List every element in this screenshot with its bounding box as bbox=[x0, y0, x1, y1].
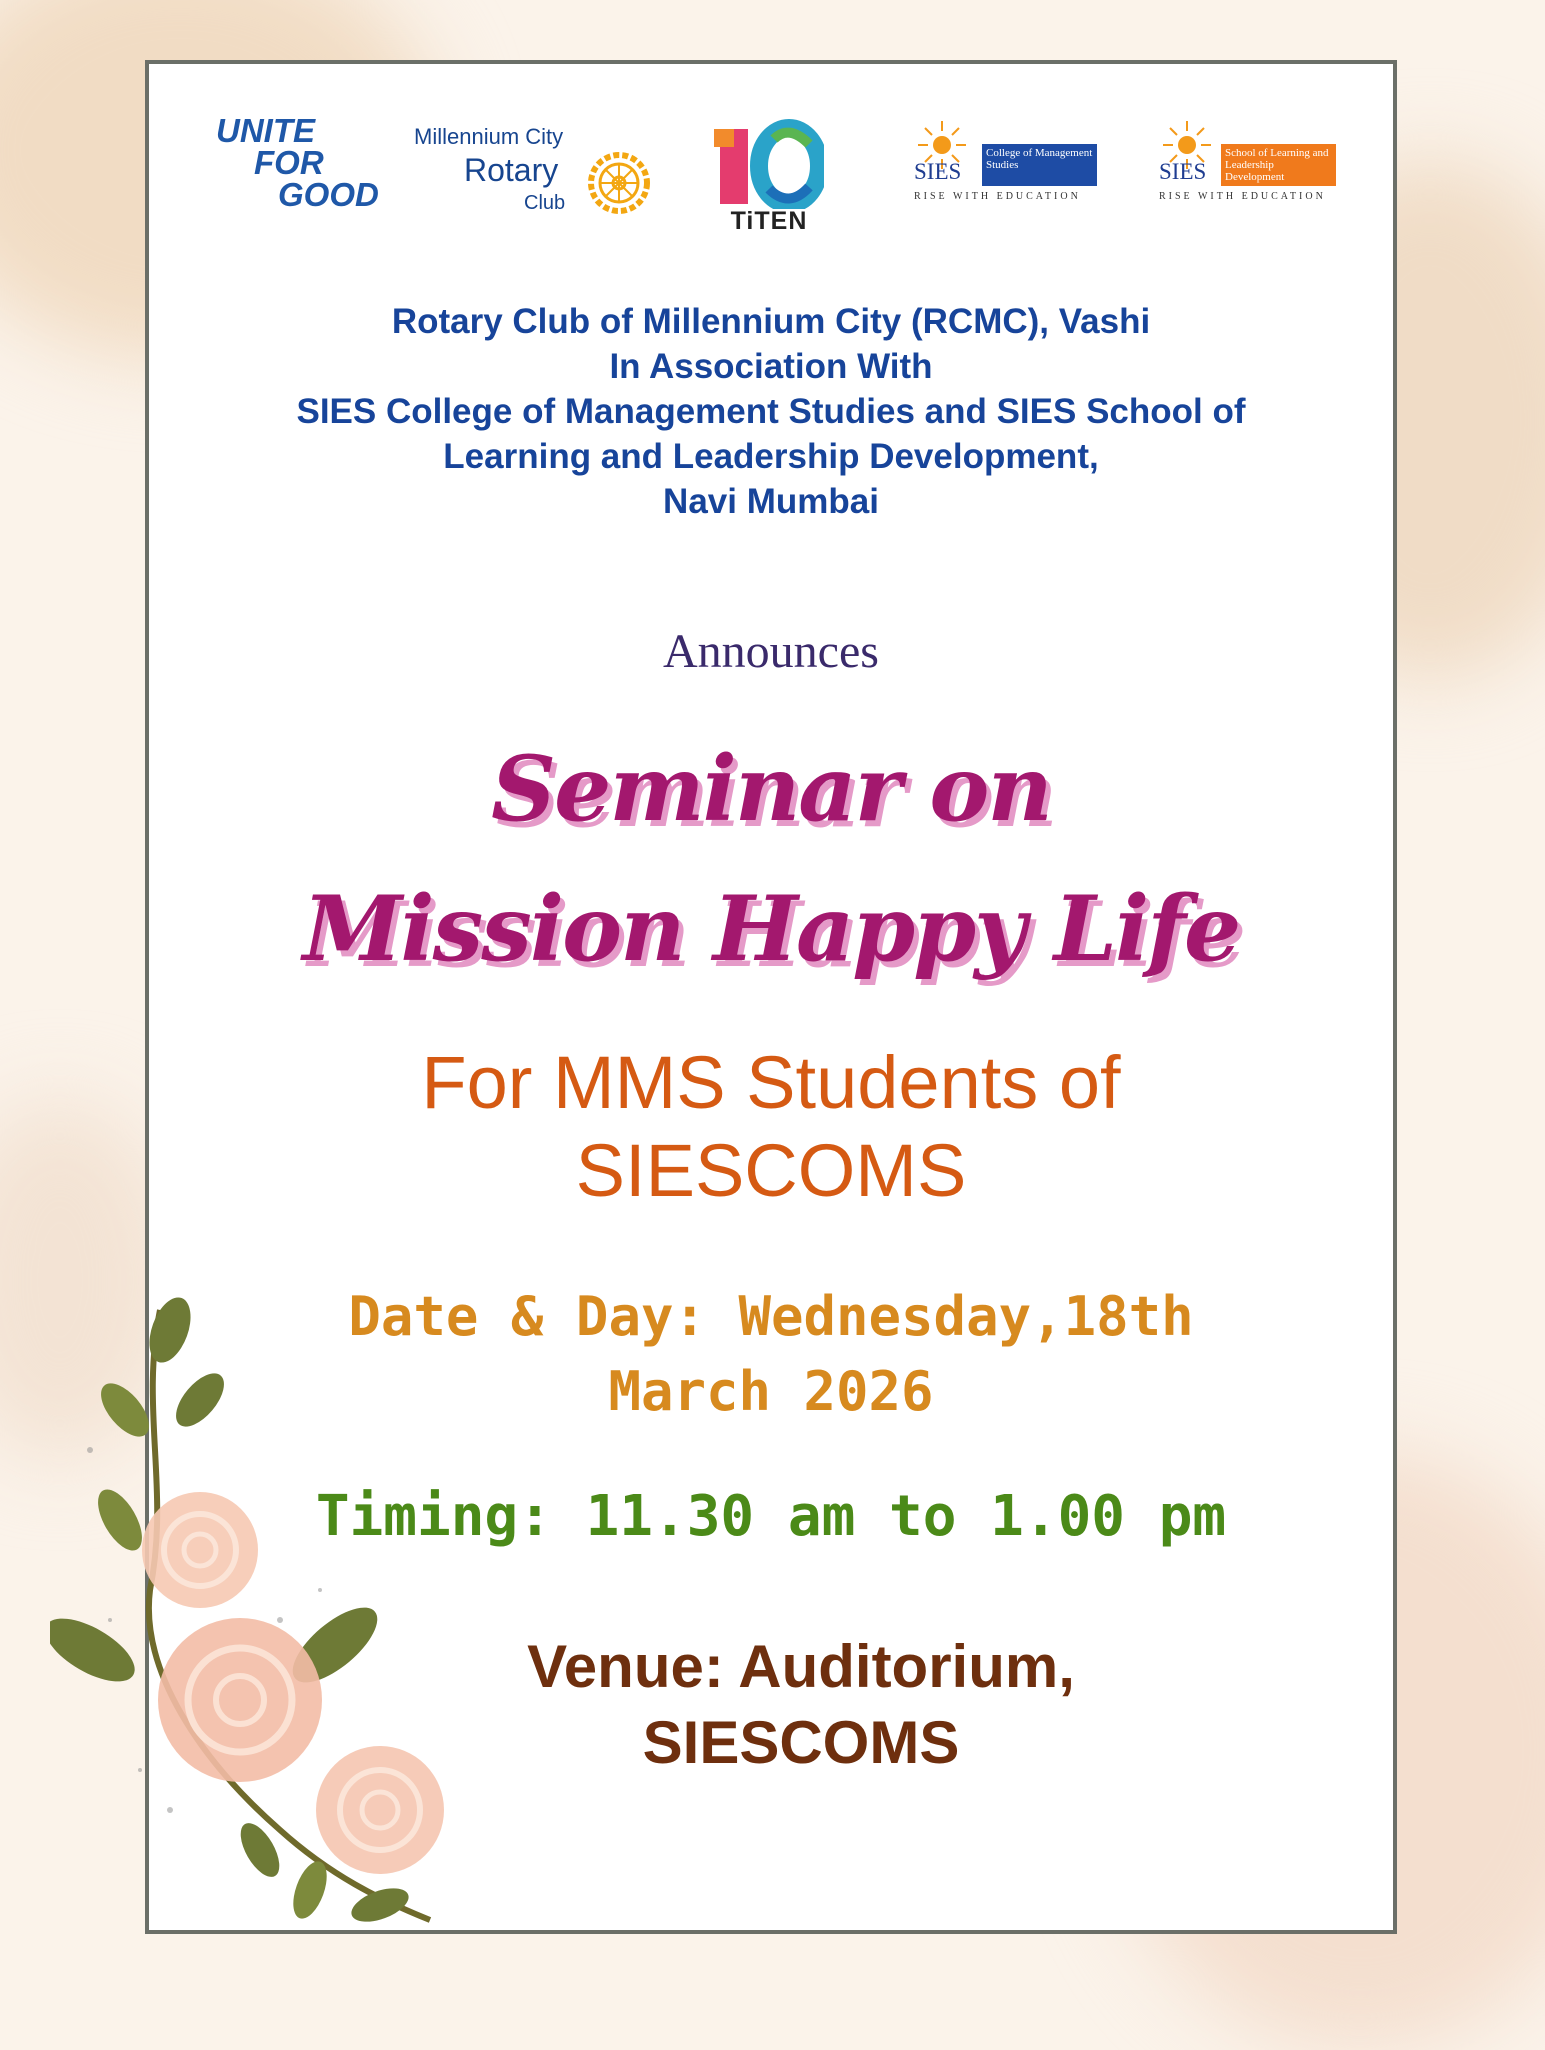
organizer-line: Rotary Club of Millennium City (RCMC), Vashi bbox=[391, 302, 1151, 341]
titen-logo bbox=[714, 119, 824, 239]
audience-text bbox=[149, 1039, 1393, 1215]
sies-slld-logo bbox=[1159, 119, 1344, 209]
unite-for-good-logo bbox=[204, 109, 379, 219]
rotary-line3: Club bbox=[524, 192, 566, 214]
sies-tagline: RISE WITH EDUCATION bbox=[1159, 191, 1326, 202]
rotary-line2: Rotary bbox=[464, 152, 559, 188]
organizer-line: In Association With bbox=[609, 347, 933, 386]
ten-numeral-icon bbox=[714, 119, 824, 209]
logo-text: FOR bbox=[254, 144, 324, 181]
logo-text: UNITE bbox=[216, 112, 315, 149]
sies-cms-box: College of Management Studies bbox=[982, 144, 1097, 186]
audience-line: SIESCOMS bbox=[575, 1129, 967, 1212]
organizer-line: SIES College of Management Studies and SIES School of bbox=[296, 392, 1246, 431]
flower-decoration-icon bbox=[50, 1290, 530, 1930]
date-line: March 2026 bbox=[608, 1360, 934, 1423]
sies-slld-box: School of Learning and Leadership Development bbox=[1221, 144, 1336, 186]
venue-line: SIESCOMS bbox=[642, 1709, 960, 1776]
organizer-line: Learning and Leadership Development, bbox=[443, 437, 1099, 476]
rotary-club-logo bbox=[414, 124, 674, 224]
venue-line: Venue: Auditorium, bbox=[527, 1633, 1075, 1700]
audience-line: For MMS Students of bbox=[421, 1041, 1121, 1124]
sies-name: SIES bbox=[914, 159, 962, 184]
titen-word: TiTEN bbox=[730, 207, 808, 235]
logo-text: GOOD bbox=[278, 176, 379, 213]
seminar-title bbox=[149, 719, 1393, 999]
announces-text: Announces bbox=[663, 625, 879, 678]
sies-name: SIES bbox=[1159, 159, 1207, 184]
rotary-line1: Millennium City bbox=[414, 124, 564, 149]
logo-strip bbox=[149, 64, 1393, 264]
sies-cms-logo bbox=[914, 119, 1099, 209]
organizers-block bbox=[149, 299, 1393, 524]
rotary-wheel-icon bbox=[584, 148, 654, 218]
date-line: Date & Day: Wednesday,18th bbox=[348, 1285, 1194, 1348]
timing-text: Timing: 11.30 am to 1.00 pm bbox=[315, 1484, 1227, 1549]
title-line: Mission Happy Life bbox=[302, 876, 1240, 982]
organizer-line: Navi Mumbai bbox=[663, 482, 879, 521]
title-line: Seminar on bbox=[491, 736, 1051, 842]
sies-tagline: RISE WITH EDUCATION bbox=[914, 191, 1081, 202]
